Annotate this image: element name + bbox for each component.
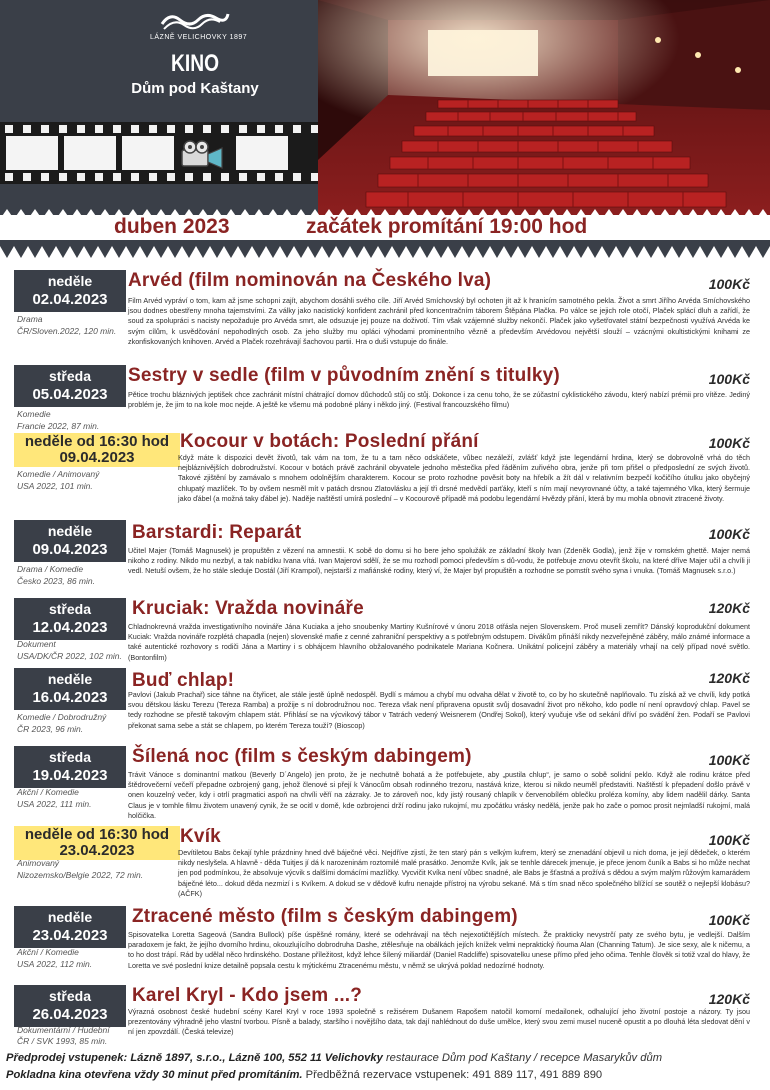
event-date: 26.04.2023 bbox=[32, 1006, 108, 1023]
event-date: 23.04.2023 bbox=[59, 842, 135, 859]
header-banner bbox=[0, 0, 770, 215]
event-description: Chladnokrevná vražda investigativního novináře Jána Kuciaka a jeho snoubenky Martiny Kušnírové v únoru 2018 otřásla nejen Slovenskem. Proč museli zemřít? Dánský koprodukční dokument Kuciak: Vražda novináře rozplétá chapadla (nejen) slovenské mafie z cenné zahraniční perspektivy a s potřebným odstupem. Divákům přináší nikdy nezveřejněné záběry, málo známé informace a také autentické rozhovory s rodiči Jána a Martiny i s obhájcem hlavního obžalovaného podnikatele Mariana Kočnera. Unikátní policejní záběry a materiály vrhají na celý případ nové světlo. (Bontonfilm) bbox=[128, 622, 750, 662]
event-origin: Nizozemsko/Belgie 2022, 72 min. bbox=[17, 870, 144, 880]
event-price: 100Kč bbox=[708, 752, 750, 768]
event-day: neděle bbox=[47, 671, 93, 687]
kino-heading: KINO bbox=[171, 50, 219, 77]
event-description: Výrazná osobnost české hudební scény Karel Kryl v roce 1993 společně s režisérem Dušanem Rapošem natočil komorní medailonek, odhalující jeho životní postoje a názory. Ty jsou prezentovány výhradně jeho vlastní tvorbou. Písně a balady, staršího i novějšího data, tak dají nahlédnout do duše umělce, který svou zemi musel nuceně opustit a po dlouhá léta sledovat dění v ní jen zpovzdálí. (Česká televize) bbox=[128, 1007, 750, 1037]
event-origin: Francie 2022, 87 min. bbox=[17, 421, 100, 431]
event-origin: USA 2022, 101 min. bbox=[17, 481, 93, 491]
presale-locations: restaurace Dům pod Kaštany / recepce Masarykův dům bbox=[385, 1052, 663, 1064]
event-price: 120Kč bbox=[708, 991, 750, 1007]
event-date-box bbox=[14, 668, 126, 710]
event-genre: Dokument bbox=[17, 639, 56, 649]
box-office-label: Pokladna kina otevřena vždy 30 minut před promítáním. bbox=[6, 1069, 303, 1081]
event-origin: Česko 2023, 86 min. bbox=[17, 576, 95, 586]
event-price: 100Kč bbox=[708, 276, 750, 292]
event-day: neděle bbox=[47, 273, 93, 289]
event-origin: ČR / SVK 1993, 85 min. bbox=[17, 1036, 108, 1046]
event-genre: Akční / Komedie bbox=[17, 787, 79, 797]
event-price: 100Kč bbox=[708, 526, 750, 542]
event-day: neděle od 16:30 hod bbox=[24, 826, 170, 843]
event-price: 120Kč bbox=[708, 600, 750, 616]
event-description: Trávit Vánoce s dominantní matkou (Beverly D´Angelo) jen proto, že je nechutně bohatá a že potřebujete, aby „pustila chlup“, je samo o sobě solidní peklo. Když ale rodinu krátce před štědrovečerní večeří přepadne ozbrojený gang, jehož členové si přejí k Vánocům obsah rodinného trezoru, nastává krize, kterou si nikdo neuměl představiti. Naštěstí k přepadení došlo právě v onen kouzelný večer, kdy i otrlí pragmatici aspoň na chvíli věří na zázraky. Je to zároveň noc, kdy jistý rousaný chlapík v červenobílém oblečku proléza komíny, aby lidem nadělil dárky. Santa Claus je v tomhle filmu životem unavený cynik, že se ocitl v domě, kde ozbrojenci drží rodinu jako rukojmí, mu zpočátku vrásky nedělá, jenže pak ho zače o pomoc prosit nejmladší rukojmí, malá holčička. bbox=[128, 770, 750, 820]
event-date: 16.04.2023 bbox=[32, 689, 108, 706]
event-date-box bbox=[14, 598, 126, 640]
event-title: Kruciak: Vražda novináře bbox=[132, 598, 364, 619]
projector-icon bbox=[178, 140, 226, 172]
event-genre: Animovaný bbox=[17, 858, 60, 868]
event-day: středa bbox=[48, 749, 92, 765]
event-date-box bbox=[14, 906, 126, 948]
event-description: Pětice trochu bláznivých jeptišek chce zachránit místní chátrající domov důchodců stůj co stůj. Dokonce i za cenu toho, že se zúčastní cyklistického závodu, který nabízí prémii pro vítěze. Jediný problém je, že jim to na kole moc nejde. A ještě ke všemu má podobné plány i někdo jiný. (Festival francouzského filmu) bbox=[128, 390, 750, 410]
month-label: duben 2023 bbox=[114, 215, 230, 238]
venue-name: Dům pod Kaštany bbox=[131, 80, 259, 97]
reservation-phones: Předběžná rezervace vstupenek: 491 889 117, 491 889 890 bbox=[305, 1069, 603, 1081]
event-day: neděle bbox=[47, 909, 93, 925]
event-date: 12.04.2023 bbox=[32, 619, 108, 636]
event-title: Karel Kryl - Kdo jsem ...? bbox=[132, 985, 363, 1006]
event-price: 100Kč bbox=[708, 371, 750, 387]
event-date-box bbox=[14, 746, 126, 788]
footer-info bbox=[6, 1050, 766, 1084]
event-description: Devítiletou Babs čekají tyhle prázdniny hned dvě báječné věci. Nejdříve zjistí, že ten starý pán s velkým kufrem, který se znenadání objevil u nich doma, je její dědeček, o kterém nikdy neslyšela. A hlavně - děda Tuitjes jí dá k narozeninám roztomilé malé prasátko. Jenomže Kvík, jak se tenhle dárecek jmenuje, je přece jenom čuník a Babs si ho může nechat jen pod podmínkou, že absolvuje výcvik s dalšími domácími mazlíčky. Vycvičit Kvíka není vůbec snadné, ale Babs je šťastná a prožívá s dědou a svým malým růžovým kamarádem báječné léto... dokud děda nezmizí i s Kvíkem. A dokud se v dědově kufru nenajde přístroj na výrobu sekané. Má s tím snad něco společného blížící se soutěž o nejlepší klobásu? (AČFK) bbox=[178, 848, 750, 898]
event-origin: ČR/Sloven.2022, 120 min. bbox=[17, 326, 117, 336]
event-day: středa bbox=[48, 601, 92, 617]
event-description: Film Arvéd vypráví o tom, kam až jsme schopni zajít, abychom dosáhli svého cíle. Jiří Arvéd Smíchovský byl ochoten jít až k hranicím samotného pekla. Život a smrt Jiřího Arvéda Smíchovského jsou dodnes obestřeny mnoha tajemstvími. Za války jako nacistický konfident zachránil před koncentračním táborem Štěpána Plačka. Po válce se jejich role otočí, Plaček splácí dluh a zařídí, že soud za spolupráci s nacisty nepožaduje pro Arvéda smrt, ale odsuzuje jej pouze na doživotí. Tím však vzájemné služby nekončí. Plaček jako vyšetřovatel státní bezpečnosti využívá Arvéda ke svým cílům, k usvědčování nepohodlných osob. Za jeho služby mu opláci výhodami prominentního vězně a především Arvédovou největší slouží – vzácnými okultistickými knihami ze zkonfiskovaných knihoven. Arvéd a Plaček rozehrávají šachovou partii. Hra o duši vstupuje do finále. bbox=[128, 296, 750, 346]
event-origin: USA/DK/ČR 2022, 102 min. bbox=[17, 651, 122, 661]
event-title: Buď chlap! bbox=[132, 670, 235, 691]
event-price: 120Kč bbox=[708, 670, 750, 686]
event-title: Kocour v botách: Poslední přání bbox=[180, 431, 479, 452]
event-title: Sestry v sedle (film v původním znění s titulky) bbox=[128, 365, 560, 386]
event-title: Kvík bbox=[180, 826, 221, 847]
filmstrip-divider bbox=[0, 240, 770, 260]
event-genre: Drama bbox=[17, 314, 43, 324]
event-date: 05.04.2023 bbox=[32, 386, 108, 403]
event-genre: Komedie bbox=[17, 409, 51, 419]
event-day: neděle bbox=[47, 523, 93, 539]
logo-text: LÁZNĚ VELICHOVKY 1897 bbox=[150, 34, 248, 41]
event-title: Šílená noc (film s českým dabingem) bbox=[132, 746, 472, 767]
filmstrip-graphic bbox=[0, 122, 318, 184]
event-day: středa bbox=[48, 368, 92, 384]
event-date-box bbox=[14, 270, 126, 312]
event-title: Barstardi: Reparát bbox=[132, 522, 302, 543]
event-date: 23.04.2023 bbox=[32, 927, 108, 944]
event-genre: Drama / Komedie bbox=[17, 564, 84, 574]
event-price: 100Kč bbox=[708, 435, 750, 451]
wave-logo-icon bbox=[160, 10, 230, 32]
event-genre: Komedie / Animovaný bbox=[17, 469, 100, 479]
logo bbox=[150, 10, 248, 41]
event-genre: Dokumentární / Hudební bbox=[17, 1025, 110, 1035]
event-day: neděle od 16:30 hod bbox=[24, 433, 170, 450]
event-price: 100Kč bbox=[708, 912, 750, 928]
event-date-box bbox=[14, 520, 126, 562]
event-date: 02.04.2023 bbox=[32, 291, 108, 308]
event-genre: Akční / Komedie bbox=[17, 947, 79, 957]
event-description: Pavlovi (Jakub Prachař) sice táhne na čtyřicet, ale stále jestě úplně nedospěl. Bydlí s mámou a chybí mu odvaha dělat v životě to, co by ho skutečně naplňovalo. Tu získá až ve chvíli, kdy potká svou dětskou lásku Terezu (Tereza Ramba) a prožije s ní dobrodružnou noc. Tereza však není připravena opustit svůj dosavadní život pro někoho, kdo podle ní není opravdový chlap. Pavel se tedy rozhodne se přestě takovým chlapem stát. Přihlásí se na výcvikový tábor v Tatrách vedený Weisnerem (Ondřej Sokol), který vyučuje vše od sekání dříví po svádění žen. Podaří se Pavlovi překonat sama sebe a stát se chlapem, po kterém Tereza touží? (Bioscop) bbox=[128, 690, 750, 730]
event-date: 09.04.2023 bbox=[59, 449, 135, 466]
box-office-line bbox=[6, 1067, 766, 1084]
screening-start-label: začátek promítání 19:00 hod bbox=[306, 215, 588, 238]
header-left-panel bbox=[0, 0, 318, 215]
event-description: Když máte k dispozici devět životů, tak vám na tom, že tu a tam něco odskáčete, vůbec nezáleží, zvlášť když jste legendární hrdina, který se dobrovolně vrhá do těch nejbláznivějších dobrodružství. Kocour v botách právě zachránil obyvatele jednoho městečka před řáděním zuřivého obra, jenže při tom přišel o předposlední ze svých životů. Takové zjištění by zamávalo s mnohem odolnějším charakterem. Kocour se proto rozhodne pověsit boty na hřebík a žít dál v relativním bezpečí kočičího útulku jako obyčejný chlupatý mazlíček. To by ovšem nesměl mít v patách drsnou Zlatovlásku a její tři drsné medvědí parťáky, kteří s ním mají nevyrovnané účty, a také tajemného Vlka, který šermuje jako ďábel (a možná taky ďábel je). Naděje naštěstí umírá poslední – v Kocourově případě má podobu legendární Hvězdy přání, která by mu mohla obnovit ztracené životy. bbox=[178, 453, 750, 503]
event-origin: USA 2022, 112 min. bbox=[17, 959, 93, 969]
event-title: Ztracené město (film s českým dabingem) bbox=[132, 906, 518, 927]
event-date-box bbox=[14, 433, 180, 467]
cinema-hall-photo bbox=[318, 0, 770, 215]
event-title: Arvéd (film nominován na Českého lva) bbox=[128, 270, 492, 291]
event-description: Spisovatelka Loretta Sageová (Sandra Bullock) píše úspěšné romány, které se odehrávají na těch nejexotičtějších místech. Že prakticky nevystrčí paty ze svého bytu, je vedlejší. Dalším paradoxem je fakt, že jejího dvorního hrdinu, okouzlujícího dobrodruha Dashe, ztělesňuje na obálkách jejích knížek velmi nepraktický ňouma Alan (Channing Tatum). Je sice sexy, ale k ničemu, a to ho dost trápí. Rád by udělal něco hrdinského. Dostane příležitost, když lehce šílený miliardář (Daniel Radcliffe) spisovatelku unese přímo před jeho očima. Tenhle člověk si totiž vzal do hlavy, že Loretta ve své poslední knize detailně popsala cestu k mýtickému Ztracenému městu, v němž se ukrývá poklad nedozírné hodnoty. bbox=[128, 930, 750, 970]
event-date: 09.04.2023 bbox=[32, 541, 108, 558]
event-description: Učitel Majer (Tomáš Magnusek) je propuštěn z vězení na amnestii. K sobě do domu si ho bere jeho spolužák ze základní školy Ivan (Zdeněk Godla), jenž žije v romském ghettě. Majer nemá nikoho z rodiny. Nikdo mu nezbyl, a tak nabídku Ivana vítá. Ivan Majerovi sdělí, že se mu rozhodl pomoci především s dů-vodu, že potřebuje znovu otevřít školu, na které dříve Majer učil a chvíli ji vedl. Netuší ovšem, že ho stále sleduje Dostál (Jiří Krampol), nejstarší z mafiánské rodiny, který ví, že Majer byl propuštěn a rozhodne se pomstít svého syna i vnuka. (Tomáš Magnusek s.r.o.) bbox=[128, 546, 750, 576]
event-origin: USA 2022, 111 min. bbox=[17, 799, 92, 809]
event-date-box bbox=[14, 826, 180, 860]
event-price: 100Kč bbox=[708, 832, 750, 848]
presale-line bbox=[6, 1050, 766, 1067]
event-date-box bbox=[14, 365, 126, 407]
event-day: středa bbox=[48, 988, 92, 1004]
event-origin: ČR 2023, 96 min. bbox=[17, 724, 84, 734]
presale-label: Předprodej vstupenek: Lázně 1897, s.r.o., Lázně 100, 552 11 Velichovky bbox=[6, 1052, 383, 1064]
event-date: 19.04.2023 bbox=[32, 767, 108, 784]
event-date-box bbox=[14, 985, 126, 1027]
event-genre: Komedie / Dobrodružný bbox=[17, 712, 107, 722]
